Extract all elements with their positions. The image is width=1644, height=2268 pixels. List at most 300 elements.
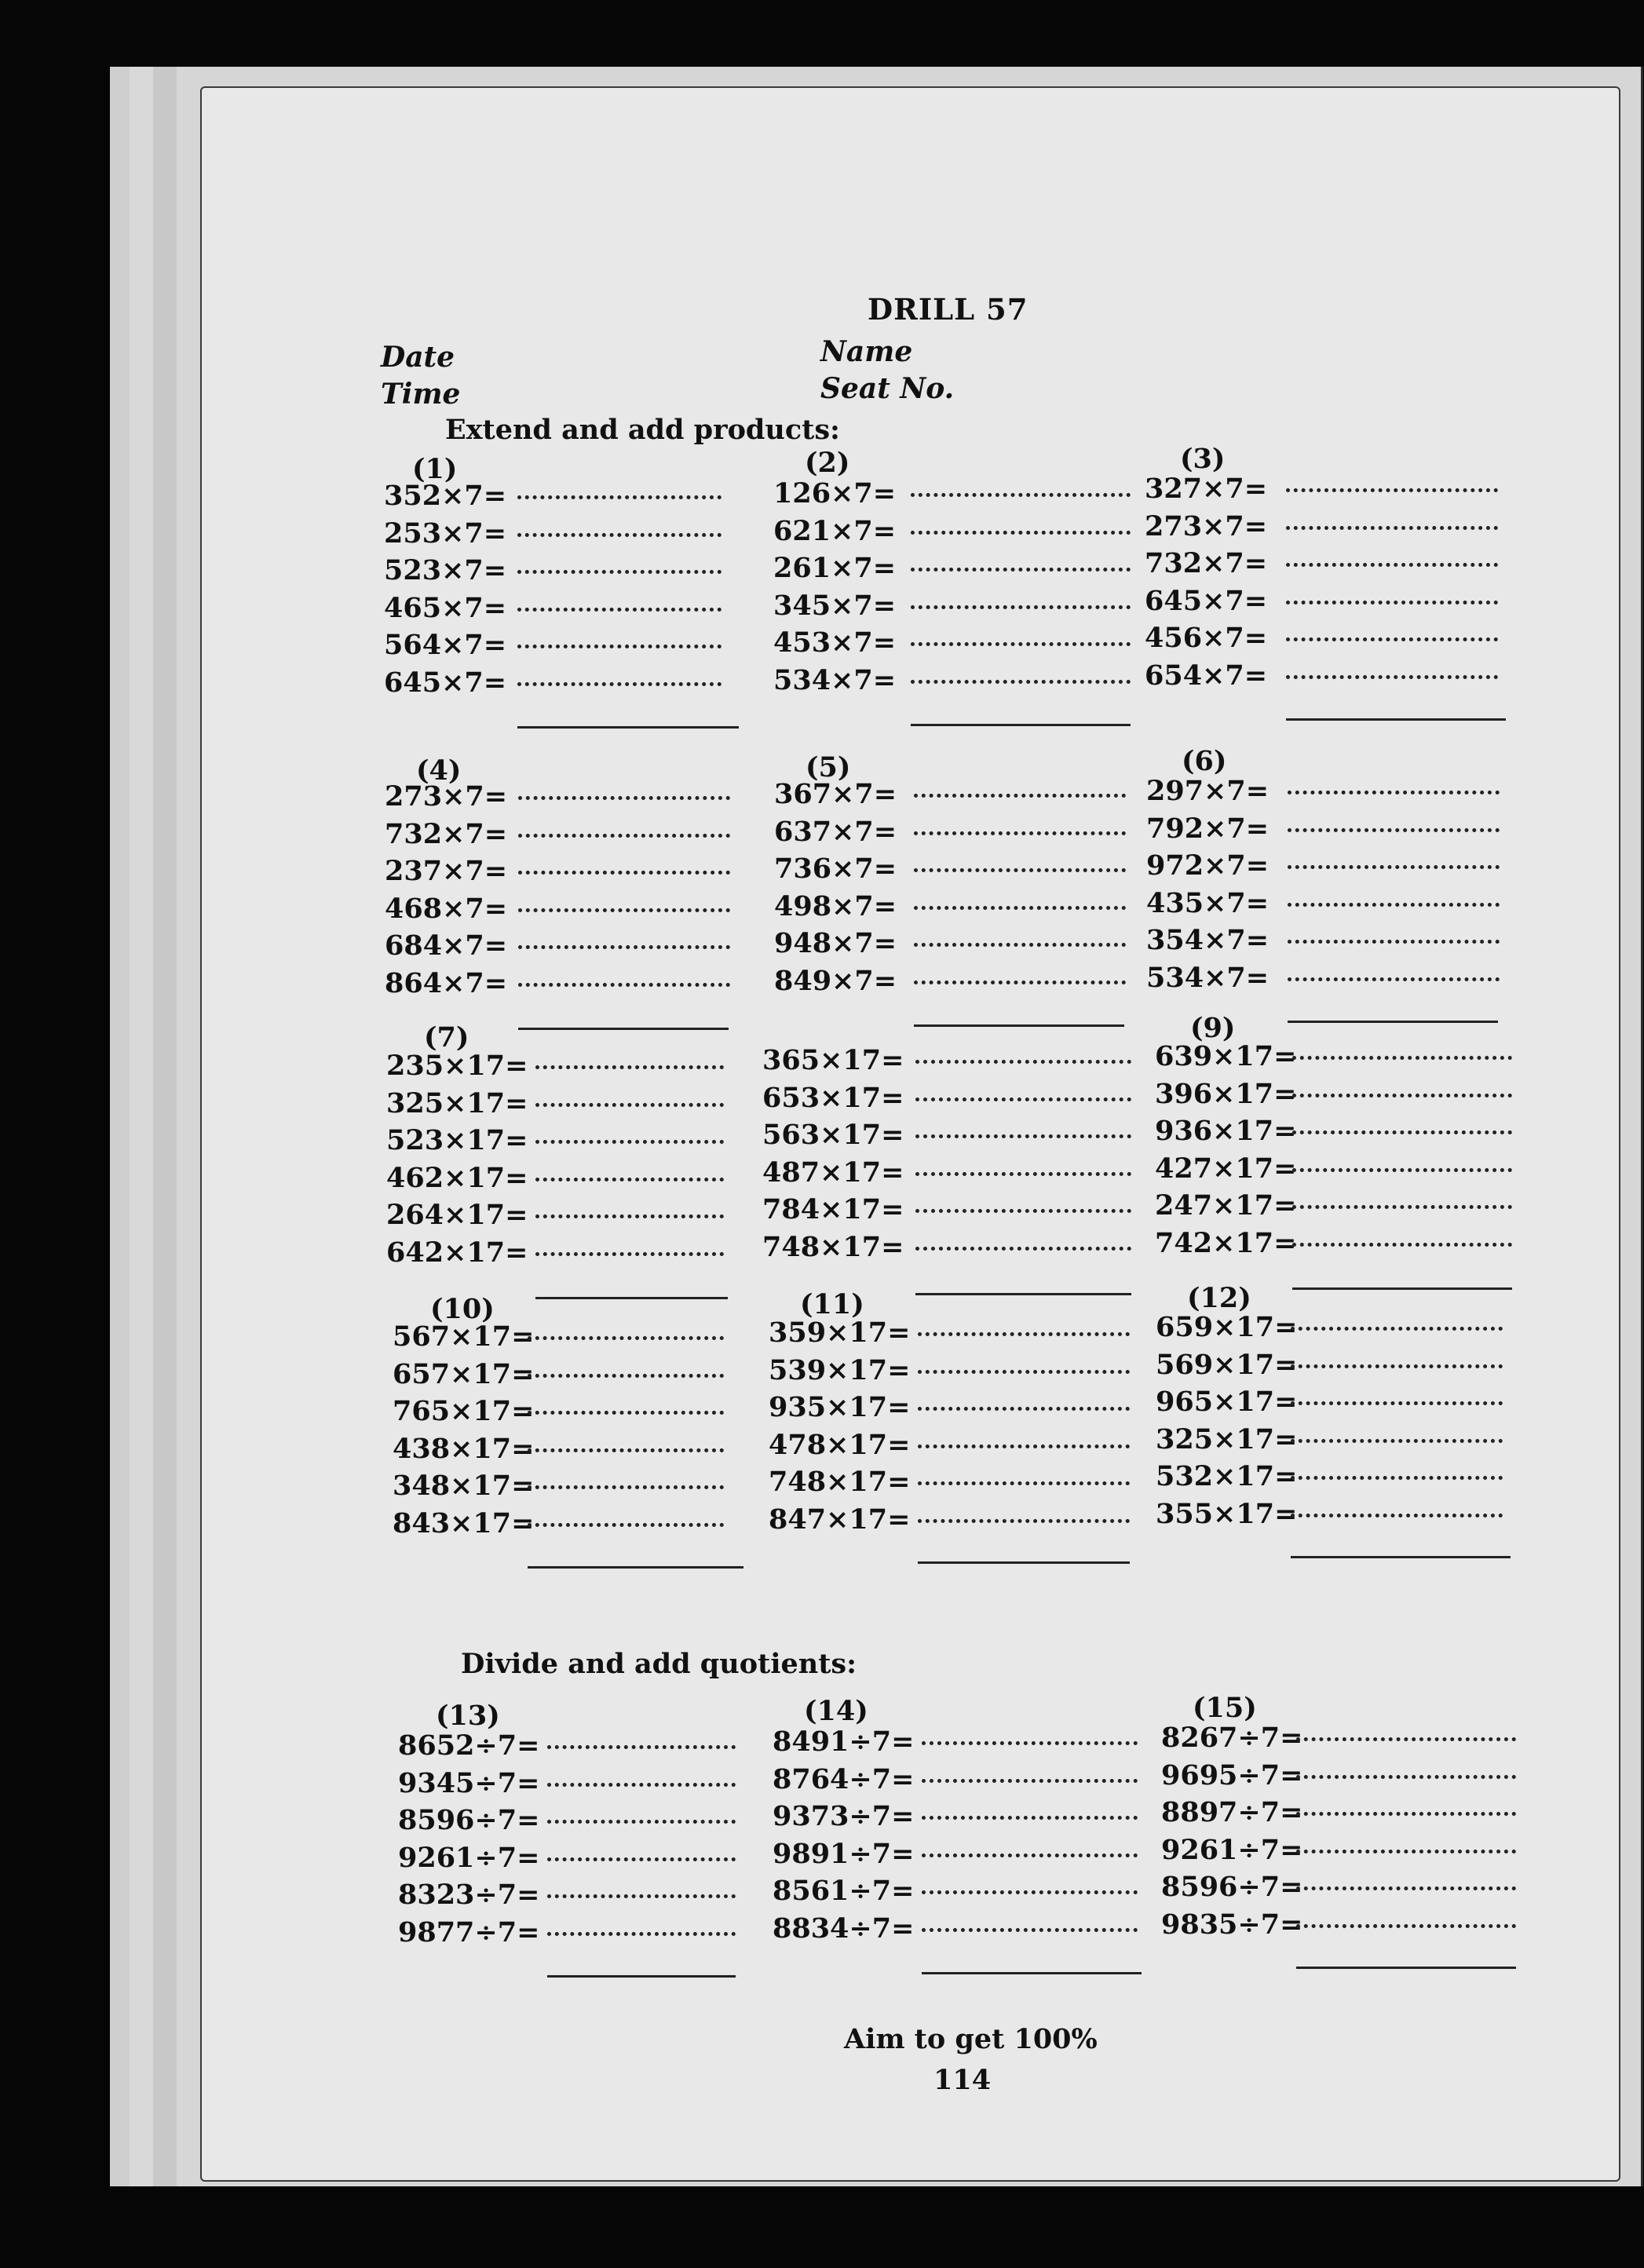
answer-blank[interactable] bbox=[1292, 1094, 1512, 1097]
answer-blank[interactable] bbox=[922, 1741, 1138, 1745]
answer-blank[interactable] bbox=[918, 1407, 1130, 1411]
problem-row bbox=[1155, 1039, 1563, 1075]
total-line[interactable] bbox=[922, 1972, 1142, 1974]
answer-blank[interactable] bbox=[1286, 526, 1498, 530]
answer-blank[interactable] bbox=[1296, 1924, 1516, 1928]
problem-row bbox=[1145, 546, 1553, 582]
total-line[interactable] bbox=[918, 1561, 1130, 1564]
total-line[interactable] bbox=[547, 1975, 736, 1978]
answer-blank[interactable] bbox=[517, 533, 722, 537]
total-line[interactable] bbox=[1291, 1556, 1511, 1558]
problem-row bbox=[398, 1877, 806, 1913]
problem-group-label: (14) bbox=[804, 1695, 868, 1727]
problem-expression: 637×7= bbox=[774, 815, 897, 848]
answer-blank[interactable] bbox=[922, 1890, 1138, 1894]
problem-expression: 8764÷7= bbox=[773, 1762, 915, 1795]
answer-blank[interactable] bbox=[1288, 828, 1500, 832]
answer-blank[interactable] bbox=[911, 642, 1131, 646]
problem-expression: 8834÷7= bbox=[773, 1912, 915, 1945]
problem-row bbox=[774, 963, 1182, 999]
divide-instruction: Divide and add quotients: bbox=[461, 1648, 857, 1680]
total-line[interactable] bbox=[915, 1293, 1131, 1295]
total-line[interactable] bbox=[911, 724, 1131, 726]
total-line[interactable] bbox=[914, 1024, 1124, 1027]
answer-blank[interactable] bbox=[547, 1820, 736, 1824]
answer-blank[interactable] bbox=[1288, 903, 1500, 907]
problem-row bbox=[1146, 811, 1554, 847]
problem-expression: 8267÷7= bbox=[1161, 1722, 1303, 1754]
problem-expression: 657×17= bbox=[393, 1357, 535, 1390]
problem-row bbox=[773, 1799, 1181, 1835]
total-line[interactable] bbox=[528, 1566, 743, 1569]
problem-expression: 359×17= bbox=[769, 1317, 911, 1349]
problem-expression: 972×7= bbox=[1146, 849, 1270, 882]
answer-blank[interactable] bbox=[922, 1779, 1138, 1783]
problem-expression: 487×17= bbox=[762, 1156, 904, 1189]
problem-expression: 355×17= bbox=[1156, 1497, 1298, 1530]
problem-expression: 247×17= bbox=[1155, 1189, 1297, 1222]
problem-group-label: (11) bbox=[800, 1288, 864, 1320]
answer-blank[interactable] bbox=[1292, 1205, 1512, 1209]
answer-blank[interactable] bbox=[1296, 1812, 1516, 1816]
answer-blank[interactable] bbox=[1291, 1514, 1503, 1517]
problem-row bbox=[774, 776, 1182, 813]
answer-blank[interactable] bbox=[535, 1214, 724, 1218]
problem-expression: 935×17= bbox=[769, 1391, 911, 1423]
problem-row bbox=[769, 1502, 1177, 1538]
problem-expression: 456×7= bbox=[1145, 622, 1268, 654]
answer-blank[interactable] bbox=[911, 531, 1131, 535]
problem-row bbox=[774, 851, 1182, 887]
problem-expression: 396×17= bbox=[1155, 1077, 1297, 1110]
answer-blank[interactable] bbox=[535, 1252, 724, 1256]
problem-row bbox=[1156, 1422, 1564, 1458]
problem-expression: 684×7= bbox=[385, 929, 508, 962]
answer-blank[interactable] bbox=[547, 1745, 736, 1749]
answer-blank[interactable] bbox=[528, 1374, 724, 1378]
problem-row bbox=[386, 1197, 795, 1233]
problem-expression: 237×7= bbox=[385, 855, 508, 887]
problem-expression: 462×17= bbox=[386, 1161, 528, 1194]
problem-row bbox=[773, 1911, 1181, 1947]
problem-expression: 732×7= bbox=[1145, 547, 1268, 579]
problem-expression: 9261÷7= bbox=[398, 1841, 540, 1874]
problem-group-label: (1) bbox=[412, 453, 458, 485]
problem-expression: 569×17= bbox=[1156, 1348, 1298, 1381]
problem-expression: 532×17= bbox=[1156, 1460, 1298, 1492]
problem-row bbox=[1155, 1151, 1563, 1187]
problem-row bbox=[385, 891, 793, 927]
problem-group-label: (3) bbox=[1180, 443, 1226, 475]
answer-blank[interactable] bbox=[518, 983, 730, 987]
problem-row bbox=[384, 665, 792, 701]
problem-expression: 965×17= bbox=[1156, 1386, 1298, 1418]
answer-blank[interactable] bbox=[535, 1065, 724, 1069]
problem-expression: 8561÷7= bbox=[773, 1875, 915, 1907]
answer-blank[interactable] bbox=[1296, 1737, 1516, 1741]
answer-blank[interactable] bbox=[911, 680, 1131, 684]
problem-row bbox=[774, 814, 1182, 850]
problem-expression: 438×17= bbox=[393, 1432, 535, 1465]
answer-blank[interactable] bbox=[918, 1519, 1130, 1523]
problem-group-label: (15) bbox=[1193, 1692, 1257, 1724]
answer-blank[interactable] bbox=[518, 908, 730, 912]
answer-blank[interactable] bbox=[517, 608, 722, 612]
problem-row bbox=[1145, 471, 1553, 507]
answer-blank[interactable] bbox=[547, 1932, 736, 1936]
problem-row bbox=[774, 926, 1182, 962]
answer-blank[interactable] bbox=[518, 796, 730, 800]
problem-expression: 453×7= bbox=[773, 626, 897, 659]
answer-blank[interactable] bbox=[915, 1097, 1131, 1101]
problem-group-label: (7) bbox=[424, 1021, 469, 1054]
answer-blank[interactable] bbox=[517, 645, 722, 648]
problem-row bbox=[384, 627, 792, 663]
problem-expression: 748×17= bbox=[769, 1466, 911, 1498]
problem-expression: 8596÷7= bbox=[1161, 1871, 1303, 1903]
answer-blank[interactable] bbox=[922, 1853, 1138, 1857]
answer-blank[interactable] bbox=[914, 906, 1126, 910]
problem-expression: 9695÷7= bbox=[1161, 1759, 1303, 1791]
problem-group-label: (10) bbox=[430, 1293, 495, 1325]
problem-row bbox=[1161, 1720, 1569, 1756]
problem-expression: 659×17= bbox=[1156, 1311, 1298, 1343]
answer-blank[interactable] bbox=[922, 1816, 1138, 1820]
answer-blank[interactable] bbox=[535, 1140, 724, 1144]
problem-row bbox=[773, 625, 1182, 661]
answer-blank[interactable] bbox=[528, 1485, 724, 1489]
problem-expression: 435×7= bbox=[1146, 886, 1270, 919]
problem-row bbox=[769, 1390, 1177, 1426]
problem-expression: 478×17= bbox=[769, 1428, 911, 1461]
problem-row bbox=[398, 1766, 806, 1802]
problem-expression: 534×7= bbox=[1146, 961, 1270, 994]
problem-expression: 748×17= bbox=[762, 1230, 904, 1263]
problem-expression: 849×7= bbox=[774, 964, 897, 997]
problem-row bbox=[384, 590, 792, 626]
answer-blank[interactable] bbox=[528, 1448, 724, 1452]
problem-row bbox=[393, 1431, 801, 1467]
problem-row bbox=[1155, 1113, 1563, 1149]
problem-expression: 365×17= bbox=[762, 1044, 904, 1076]
problem-row bbox=[1146, 773, 1554, 809]
problem-row bbox=[1145, 620, 1553, 656]
problem-row bbox=[1146, 960, 1554, 996]
problem-row bbox=[386, 1123, 795, 1159]
total-line[interactable] bbox=[517, 726, 739, 729]
total-line[interactable] bbox=[1286, 718, 1506, 721]
problem-row bbox=[1156, 1347, 1564, 1383]
problem-row bbox=[773, 550, 1182, 586]
problem-expression: 9345÷7= bbox=[398, 1766, 540, 1799]
problem-row bbox=[1156, 1384, 1564, 1420]
problem-expression: 539×17= bbox=[769, 1353, 911, 1386]
problem-row bbox=[762, 1043, 1171, 1079]
answer-blank[interactable] bbox=[1286, 601, 1498, 604]
total-line[interactable] bbox=[518, 1028, 729, 1030]
problem-group-label: (13) bbox=[436, 1700, 500, 1732]
problem-expression: 465×7= bbox=[384, 591, 507, 624]
answer-blank[interactable] bbox=[1286, 488, 1498, 492]
problem-row bbox=[1145, 509, 1553, 545]
problem-row bbox=[1146, 848, 1554, 884]
answer-blank[interactable] bbox=[518, 834, 730, 838]
problem-expression: 235×17= bbox=[386, 1050, 528, 1082]
answer-blank[interactable] bbox=[518, 945, 730, 949]
answer-blank[interactable] bbox=[1291, 1327, 1503, 1331]
answer-blank[interactable] bbox=[922, 1928, 1138, 1932]
problem-expression: 498×7= bbox=[774, 889, 897, 922]
problem-expression: 9877÷7= bbox=[398, 1916, 540, 1948]
problem-expression: 948×7= bbox=[774, 927, 897, 959]
answer-blank[interactable] bbox=[1296, 1850, 1516, 1853]
answer-blank[interactable] bbox=[1288, 865, 1500, 869]
multiply-instruction: Extend and add products: bbox=[445, 414, 840, 446]
problem-row bbox=[386, 1160, 795, 1196]
answer-blank[interactable] bbox=[1288, 791, 1500, 794]
answer-blank[interactable] bbox=[915, 1172, 1131, 1176]
seat-number-label: Seat No. bbox=[820, 372, 955, 405]
answer-blank[interactable] bbox=[1288, 977, 1500, 981]
problem-expression: 732×7= bbox=[385, 817, 508, 850]
total-line[interactable] bbox=[1292, 1287, 1512, 1290]
problem-row bbox=[393, 1468, 801, 1504]
answer-blank[interactable] bbox=[911, 493, 1131, 497]
answer-blank[interactable] bbox=[915, 1209, 1131, 1213]
problem-expression: 345×7= bbox=[773, 589, 897, 622]
problem-expression: 847×17= bbox=[769, 1503, 911, 1536]
problem-row bbox=[384, 553, 792, 589]
problem-group-label: (9) bbox=[1190, 1012, 1236, 1044]
problem-row bbox=[385, 966, 793, 1002]
problem-expression: 352×7= bbox=[384, 480, 507, 512]
problem-expression: 645×7= bbox=[384, 666, 507, 699]
answer-blank[interactable] bbox=[547, 1783, 736, 1787]
problem-row bbox=[1161, 1869, 1569, 1905]
problem-row bbox=[769, 1353, 1177, 1389]
problem-row bbox=[773, 1873, 1181, 1909]
answer-blank[interactable] bbox=[517, 570, 722, 574]
total-line[interactable] bbox=[1296, 1967, 1516, 1969]
problem-row bbox=[774, 889, 1182, 925]
problem-expression: 523×7= bbox=[384, 554, 507, 586]
problem-expression: 936×17= bbox=[1155, 1115, 1297, 1147]
answer-blank[interactable] bbox=[535, 1178, 724, 1181]
answer-blank[interactable] bbox=[517, 495, 722, 499]
answer-blank[interactable] bbox=[517, 682, 722, 686]
problem-expression: 261×7= bbox=[773, 552, 897, 584]
problem-row bbox=[1145, 658, 1553, 694]
problem-expression: 8897÷7= bbox=[1161, 1796, 1303, 1828]
answer-blank[interactable] bbox=[1286, 563, 1498, 567]
total-line[interactable] bbox=[1288, 1021, 1498, 1023]
answer-blank[interactable] bbox=[914, 794, 1126, 798]
problem-expression: 653×17= bbox=[762, 1081, 904, 1114]
problem-row bbox=[393, 1506, 801, 1542]
problem-expression: 297×7= bbox=[1146, 775, 1270, 807]
problem-expression: 8323÷7= bbox=[398, 1879, 540, 1911]
answer-blank[interactable] bbox=[918, 1370, 1130, 1374]
problem-expression: 784×17= bbox=[762, 1193, 904, 1225]
problem-expression: 348×17= bbox=[393, 1470, 535, 1502]
answer-blank[interactable] bbox=[911, 605, 1131, 609]
answer-blank[interactable] bbox=[1292, 1056, 1512, 1060]
time-label: Time bbox=[381, 378, 461, 411]
page-number: 114 bbox=[933, 2064, 992, 2096]
problem-row bbox=[769, 1464, 1177, 1500]
answer-blank[interactable] bbox=[1288, 940, 1500, 944]
problem-row bbox=[393, 1393, 801, 1430]
problem-row bbox=[398, 1915, 806, 1951]
problem-expression: 792×7= bbox=[1146, 812, 1270, 845]
answer-blank[interactable] bbox=[1291, 1439, 1503, 1443]
problem-expression: 325×17= bbox=[386, 1087, 528, 1119]
answer-blank[interactable] bbox=[918, 1444, 1130, 1448]
problem-row bbox=[385, 853, 793, 889]
problem-row bbox=[386, 1086, 795, 1122]
answer-blank[interactable] bbox=[1292, 1168, 1512, 1172]
problem-group-label: (2) bbox=[805, 447, 850, 479]
problem-expression: 567×17= bbox=[393, 1320, 535, 1353]
problem-row bbox=[1145, 583, 1553, 619]
problem-expression: 642×17= bbox=[386, 1236, 528, 1269]
problem-group-label: (4) bbox=[416, 754, 462, 787]
answer-blank[interactable] bbox=[914, 943, 1126, 947]
problem-row bbox=[762, 1080, 1171, 1116]
problem-row bbox=[762, 1117, 1171, 1153]
problem-row bbox=[398, 1802, 806, 1839]
problem-row bbox=[1156, 1309, 1564, 1346]
problem-expression: 639×17= bbox=[1155, 1040, 1297, 1072]
problem-expression: 273×7= bbox=[385, 780, 508, 813]
problem-expression: 264×17= bbox=[386, 1199, 528, 1231]
problem-expression: 9261÷7= bbox=[1161, 1833, 1303, 1866]
problem-row bbox=[773, 1762, 1181, 1798]
answer-blank[interactable] bbox=[911, 568, 1131, 572]
problem-expression: 564×7= bbox=[384, 629, 507, 661]
problem-row bbox=[1146, 886, 1554, 922]
answer-blank[interactable] bbox=[528, 1336, 724, 1340]
problem-expression: 8652÷7= bbox=[398, 1729, 540, 1762]
date-label: Date bbox=[381, 341, 455, 374]
aim-note: Aim to get 100% bbox=[844, 2023, 1098, 2055]
answer-blank[interactable] bbox=[918, 1332, 1130, 1336]
problem-expression: 9373÷7= bbox=[773, 1800, 915, 1832]
answer-blank[interactable] bbox=[518, 871, 730, 875]
problem-row bbox=[773, 663, 1182, 699]
page-title: DRILL 57 bbox=[868, 292, 1028, 327]
problem-row bbox=[769, 1427, 1177, 1463]
problem-row bbox=[385, 779, 793, 815]
problem-group-label: (12) bbox=[1187, 1282, 1251, 1314]
answer-blank[interactable] bbox=[528, 1411, 724, 1415]
problem-expression: 427×17= bbox=[1155, 1152, 1297, 1185]
problem-row bbox=[773, 588, 1182, 624]
problem-row bbox=[385, 816, 793, 853]
answer-blank[interactable] bbox=[1291, 1364, 1503, 1368]
problem-expression: 843×17= bbox=[393, 1507, 535, 1539]
answer-blank[interactable] bbox=[535, 1103, 724, 1107]
answer-blank[interactable] bbox=[914, 831, 1126, 835]
problem-expression: 273×7= bbox=[1145, 509, 1268, 542]
answer-blank[interactable] bbox=[1291, 1476, 1503, 1480]
problem-expression: 9835÷7= bbox=[1161, 1908, 1303, 1941]
problem-expression: 534×7= bbox=[773, 663, 897, 696]
problem-row bbox=[762, 1192, 1171, 1228]
problem-row bbox=[393, 1319, 801, 1355]
problem-row bbox=[1161, 1832, 1569, 1868]
problem-expression: 864×7= bbox=[385, 966, 508, 999]
answer-blank[interactable] bbox=[1291, 1401, 1503, 1405]
problem-row bbox=[384, 516, 792, 552]
problem-row bbox=[762, 1229, 1171, 1265]
answer-blank[interactable] bbox=[915, 1134, 1131, 1138]
problem-row bbox=[385, 928, 793, 964]
problem-expression: 468×7= bbox=[385, 892, 508, 925]
answer-blank[interactable] bbox=[1292, 1130, 1512, 1134]
problem-expression: 325×17= bbox=[1156, 1423, 1298, 1455]
problem-row bbox=[1156, 1459, 1564, 1495]
problem-row bbox=[1161, 1907, 1569, 1943]
problem-row bbox=[1155, 1225, 1563, 1262]
problem-row bbox=[773, 1724, 1181, 1760]
problem-row bbox=[1155, 1188, 1563, 1224]
problem-expression: 126×7= bbox=[773, 477, 897, 509]
problem-row bbox=[393, 1357, 801, 1393]
name-label: Name bbox=[820, 335, 913, 368]
problem-row bbox=[773, 1836, 1181, 1872]
answer-blank[interactable] bbox=[1296, 1886, 1516, 1890]
answer-blank[interactable] bbox=[918, 1481, 1130, 1485]
problem-expression: 621×7= bbox=[773, 514, 897, 547]
problem-row bbox=[1156, 1496, 1564, 1532]
problem-row bbox=[398, 1728, 806, 1764]
problem-expression: 8491÷7= bbox=[773, 1726, 915, 1758]
problem-group-label: (5) bbox=[806, 751, 851, 783]
problem-row bbox=[1161, 1795, 1569, 1831]
problem-expression: 327×7= bbox=[1145, 473, 1268, 505]
total-line[interactable] bbox=[535, 1297, 728, 1299]
problem-expression: 645×7= bbox=[1145, 584, 1268, 617]
answer-blank[interactable] bbox=[1296, 1775, 1516, 1779]
problem-row bbox=[773, 476, 1182, 512]
answer-blank[interactable] bbox=[915, 1247, 1131, 1251]
problem-row bbox=[769, 1315, 1177, 1351]
answer-blank[interactable] bbox=[547, 1857, 736, 1861]
answer-blank[interactable] bbox=[1292, 1243, 1512, 1247]
answer-blank[interactable] bbox=[547, 1894, 736, 1898]
problem-row bbox=[773, 513, 1182, 550]
problem-expression: 354×7= bbox=[1146, 924, 1270, 956]
problem-row bbox=[1161, 1758, 1569, 1794]
problem-expression: 523×17= bbox=[386, 1124, 528, 1156]
answer-blank[interactable] bbox=[915, 1060, 1131, 1064]
problem-row bbox=[384, 478, 792, 514]
problem-expression: 9891÷7= bbox=[773, 1837, 915, 1870]
answer-blank[interactable] bbox=[914, 981, 1126, 984]
answer-blank[interactable] bbox=[1286, 675, 1498, 679]
problem-row bbox=[386, 1235, 795, 1271]
problem-expression: 563×17= bbox=[762, 1119, 904, 1151]
problem-expression: 8596÷7= bbox=[398, 1804, 540, 1836]
problem-expression: 736×7= bbox=[774, 853, 897, 885]
problem-expression: 765×17= bbox=[393, 1395, 535, 1427]
answer-blank[interactable] bbox=[528, 1523, 724, 1527]
worksheet-page bbox=[200, 86, 1620, 2182]
answer-blank[interactable] bbox=[1286, 637, 1498, 641]
problem-expression: 367×7= bbox=[774, 778, 897, 810]
answer-blank[interactable] bbox=[914, 868, 1126, 872]
